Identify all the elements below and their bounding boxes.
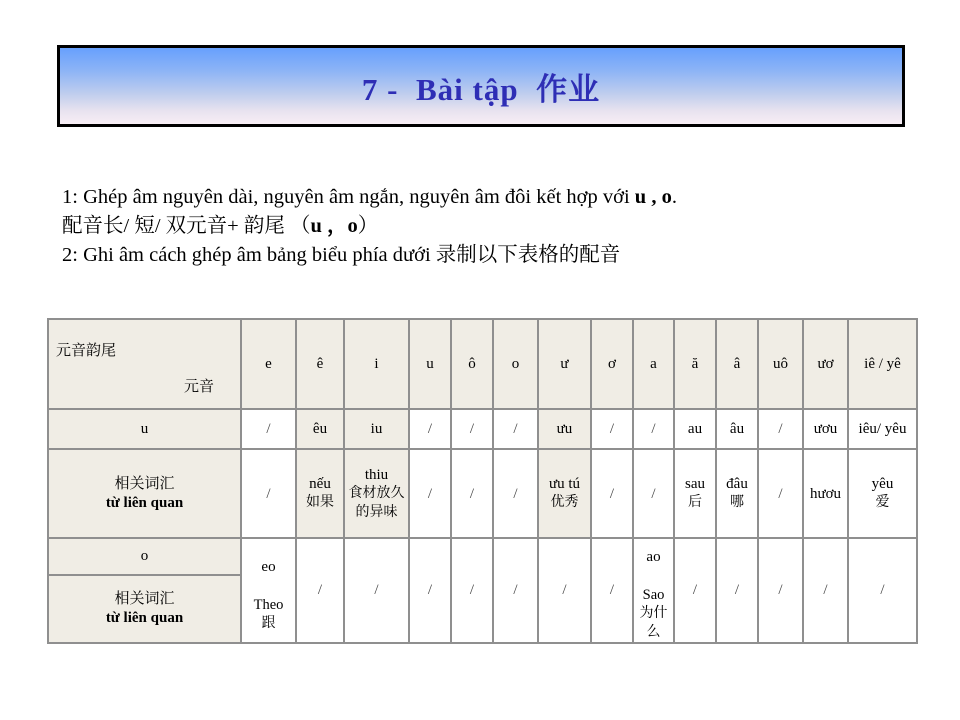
corner-line1: 元音韵尾 — [56, 343, 117, 359]
o-merged-cell — [409, 538, 451, 643]
slash-mark: / — [427, 582, 433, 598]
phonetics-table-wrap — [47, 318, 918, 644]
word-zh: 哪 — [730, 495, 744, 510]
o-word-stack — [242, 549, 295, 633]
row-label-vi: từ liên quan — [105, 610, 184, 626]
u-word-cell — [633, 449, 674, 538]
col-header: ươ — [803, 319, 848, 409]
o-merged-cell — [241, 538, 296, 643]
slash-mark: / — [778, 485, 783, 502]
word-vi: nếu — [309, 476, 331, 492]
word-vi: sau — [685, 476, 705, 492]
o-merged-cell — [296, 538, 344, 643]
instruction-1-end: . — [671, 186, 677, 208]
col-header: o — [493, 319, 538, 409]
col-header: uô — [758, 319, 803, 409]
u-combination-cell: / — [451, 409, 493, 449]
word-vi: yêu — [871, 476, 894, 492]
word-vi: hươu — [809, 485, 842, 502]
slash-mark: / — [513, 485, 518, 502]
u-combination-cell: / — [591, 409, 633, 449]
slash-mark: / — [427, 485, 433, 502]
u-combination-cell: / — [758, 409, 803, 449]
slash-mark: / — [609, 582, 615, 598]
corner-text — [49, 331, 240, 397]
u-combination-cell: au — [674, 409, 716, 449]
col-header: u — [409, 319, 451, 409]
u-word-cell — [296, 449, 344, 538]
instruction-1-text: 1: Ghép âm nguyên dài, nguyên âm ngắn, nguyên âm đôi kết hợp với — [62, 186, 635, 208]
slash-mark: / — [469, 485, 475, 502]
instructions — [62, 183, 677, 270]
word-zh: 优秀 — [550, 495, 579, 510]
word-zh: 跟 — [261, 615, 276, 631]
instruction-2-text: 配音长/ 短/ 双元音+ 韵尾 （ — [62, 215, 311, 237]
word-vi: Theo — [253, 596, 284, 613]
slash-mark: / — [692, 582, 698, 598]
instruction-2-end: ） — [357, 215, 379, 237]
slash-mark: / — [469, 582, 475, 598]
u-word-cell — [674, 449, 716, 538]
o-combination: eo — [261, 558, 276, 575]
o-merged-cell — [451, 538, 493, 643]
slash-mark: / — [734, 582, 740, 598]
col-header: iê / yê — [848, 319, 917, 409]
word-zh: 为什么 — [639, 606, 668, 640]
u-combination-cell: iu — [344, 409, 409, 449]
row-label-u: u — [48, 409, 241, 449]
o-merged-cell — [538, 538, 591, 643]
col-header: ư — [538, 319, 591, 409]
col-header: ă — [674, 319, 716, 409]
o-merged-cell — [716, 538, 758, 643]
word-zh: 如果 — [306, 495, 334, 510]
o-merged-cell — [848, 538, 917, 643]
instruction-2-bold: u ，o — [310, 215, 358, 237]
word-vi: ưu tú — [548, 476, 581, 492]
row-label-o-words — [48, 575, 241, 643]
phonetics-table — [47, 318, 918, 644]
title-banner — [57, 45, 905, 127]
col-header: i — [344, 319, 409, 409]
instruction-line-2 — [62, 212, 677, 241]
u-combination-cell: / — [409, 409, 451, 449]
word-vi: thiu — [364, 466, 389, 483]
u-word-cell — [758, 449, 803, 538]
instruction-1-bold: u , o — [634, 186, 672, 208]
instruction-line-3: 2: Ghi âm cách ghép âm bảng biểu phía dưới 录制以下表格的配音 — [62, 244, 621, 266]
instruction-line-1 — [62, 183, 677, 212]
o-merged-cell — [803, 538, 848, 643]
o-merged-cell — [344, 538, 409, 643]
word-zh: 后 — [688, 495, 702, 510]
word-vi: Sao — [642, 587, 665, 603]
word-zh: 食材放久的异味 — [348, 485, 405, 520]
o-combination: ao — [646, 549, 661, 565]
u-combination-cell: / — [241, 409, 296, 449]
u-word-cell — [803, 449, 848, 538]
slash-mark: / — [513, 582, 518, 598]
row-label-u-words — [48, 449, 241, 538]
corner-cell — [48, 319, 241, 409]
o-merged-cell — [674, 538, 716, 643]
u-combination-cell: êu — [296, 409, 344, 449]
slash-mark: / — [823, 582, 828, 598]
u-word-cell — [591, 449, 633, 538]
o-merged-cell — [633, 538, 674, 643]
slash-mark: / — [609, 485, 615, 502]
slash-mark: / — [374, 582, 379, 598]
word-zh: 爱 — [875, 495, 890, 510]
o-merged-cell — [493, 538, 538, 643]
o-word — [634, 586, 673, 642]
page-title: 7 - Bài tập 作业 — [361, 71, 601, 107]
row-label-zh: 相关词汇 — [114, 591, 175, 607]
slash-mark: / — [880, 582, 885, 598]
row-label-vi: từ liên quan — [105, 494, 184, 511]
u-word-cell — [538, 449, 591, 538]
slash-mark: / — [317, 582, 323, 598]
u-combination-cell: / — [633, 409, 674, 449]
o-word-stack — [634, 539, 673, 642]
col-header: ê — [296, 319, 344, 409]
o-word — [254, 596, 284, 633]
u-combination-cell: ưu — [538, 409, 591, 449]
u-word-cell — [409, 449, 451, 538]
u-combination-cell: iêu/ yêu — [848, 409, 917, 449]
row-label-o: o — [48, 538, 241, 575]
row-label-zh: 相关词汇 — [114, 475, 175, 492]
u-combination-cell: / — [493, 409, 538, 449]
word-vi: đâu — [726, 476, 748, 492]
u-combination-cell: âu — [716, 409, 758, 449]
slash-mark: / — [778, 582, 783, 598]
u-word-cell — [716, 449, 758, 538]
col-header: ơ — [591, 319, 633, 409]
slash-mark: / — [562, 582, 567, 598]
slash-mark: / — [266, 485, 271, 502]
col-header: a — [633, 319, 674, 409]
u-word-cell — [241, 449, 296, 538]
u-word-cell — [493, 449, 538, 538]
col-header: ô — [451, 319, 493, 409]
u-word-cell — [848, 449, 917, 538]
o-merged-cell — [591, 538, 633, 643]
o-merged-cell — [758, 538, 803, 643]
u-combination-cell: ươu — [803, 409, 848, 449]
u-word-cell — [451, 449, 493, 538]
corner-line2: 元音 — [183, 379, 214, 395]
slash-mark: / — [651, 485, 656, 502]
col-header: â — [716, 319, 758, 409]
u-word-cell — [344, 449, 409, 538]
col-header: e — [241, 319, 296, 409]
